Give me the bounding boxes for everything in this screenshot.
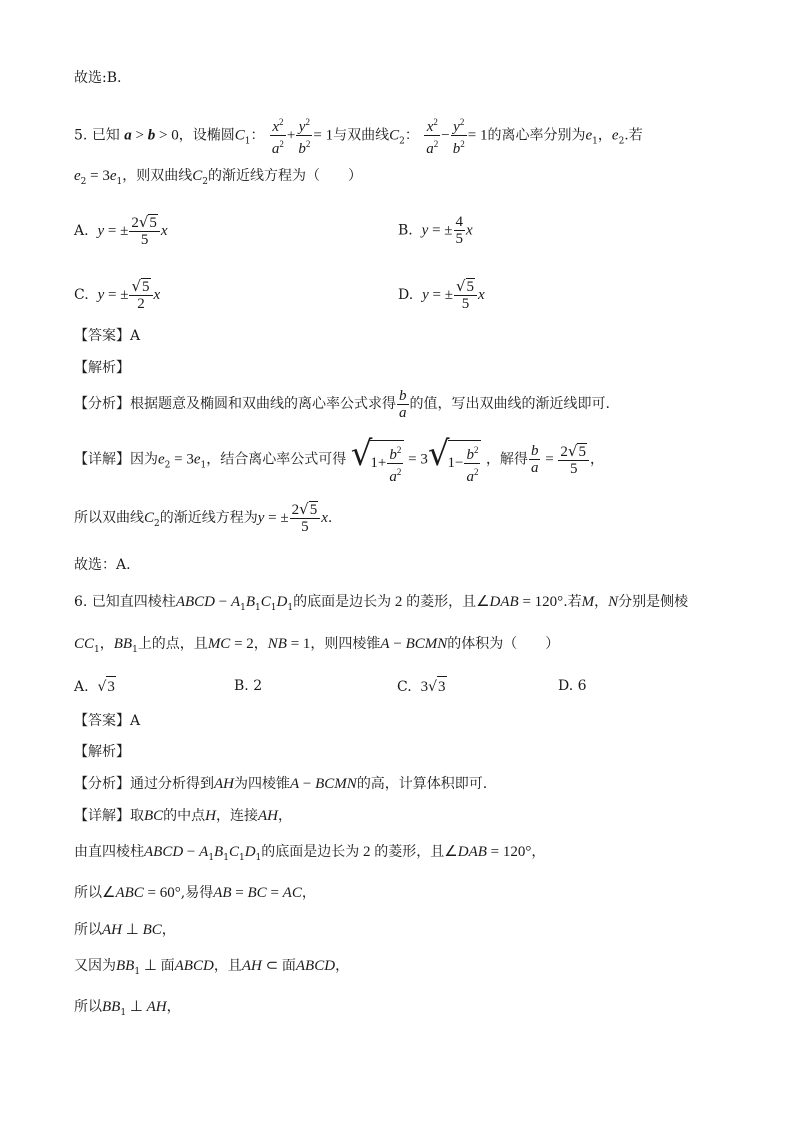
q6-stem-line2: $CC_1$，$BB_1$上的点，且MC = 2，NB = 1，则四棱锥A − BCMN的体积为（ ） xyxy=(74,636,560,655)
q6-detail-5: 又因为$BB_1$ ⊥ 面ABCD，且AH ⊂ 面ABCD， xyxy=(74,958,350,977)
q5-final: 故选：A. xyxy=(74,557,131,573)
q6-detail-1: 【详解】取BC的中点H，连接AH， xyxy=(74,808,293,824)
q6-stem-line1: 6. 已知直四棱柱ABCD − $A_1B_1C_1D_1$的底面是边长为 2 的菱形，且∠DAB = 120°.若M，N分别是侧棱 xyxy=(74,594,689,613)
q6-detail-4: 所以AH ⊥ BC， xyxy=(74,922,176,938)
frac-x2-a2: $\frac{x^2}{a^2}$ xyxy=(270,114,286,157)
q6-detail-3: 所以∠ABC = 60°,易得AB = BC = AC， xyxy=(74,885,316,901)
q6-detail-6: 所以$BB_1$ ⊥ AH， xyxy=(74,999,181,1018)
q6-detail-2: 由直四棱柱ABCD − $A_1B_1C_1D_1$的底面是边长为 2 的菱形，且∠DAB = 120°， xyxy=(74,844,546,863)
q5-analysis-heading: 【解析】 xyxy=(74,360,130,376)
q6-answer: 【答案】A xyxy=(74,713,141,729)
q6-fenxi: 【分析】通过分析得到AH为四棱锥A − BCMN的高，计算体积即可. xyxy=(74,776,488,792)
q6-analysis-heading: 【解析】 xyxy=(74,744,130,760)
q5-fenxi: 【分析】根据题意及椭圆和双曲线的离心率公式求得 $\frac{b}{a}$ 的值，写出双曲线的渐近线即可. xyxy=(74,387,610,421)
q6-option-a: A. √3 xyxy=(74,676,116,697)
q5-option-c: C. y = ± $\frac{√5}{2}$ x xyxy=(74,277,161,312)
q5-option-a: A. y = ± $\frac{2√5}{5}$ x xyxy=(74,213,168,248)
q5-option-b: B. y = ± $\frac{4}{5}$ x xyxy=(398,214,473,247)
q5-option-d: D. y = ± $\frac{√5}{5}$ x xyxy=(398,277,485,312)
q5-detail: 【详解】因为$e_2 = 3e_1$，结合离心率公式可得 √ 1+ $\frac{b^2}{a^2}$ = 3 √ 1− $\frac{b^2}{a^2}$ ，解得 $\frac{b}{a}$ = $\frac{2√5}{5}$ ， xyxy=(74,434,604,485)
q6-option-b: B. 2 xyxy=(234,678,263,694)
prev-answer: 故选:B. xyxy=(74,70,122,86)
q5-stem-line1: 5. 已知 a > b > 0，设椭圆$C_1$： $\frac{x^2}{a^2}$ + $\frac{y^2}{b^2}$ = 1与双曲线$C_2$： $\frac{x^2}{a^2}$ − $\frac{y^2}{b^2}$ = 1的离心率分别为$e_1$，$e_2$.若 xyxy=(74,114,754,157)
q5-answer: 【答案】A xyxy=(74,328,141,344)
frac-y2-b2: $\frac{y^2}{b^2}$ xyxy=(296,114,312,157)
q5-stem-line2: $e_2 = 3e_1$，则双曲线$C_2$的渐近线方程为（ ） xyxy=(74,168,363,187)
q5-conclusion: 所以双曲线$C_2$的渐近线方程为y = ± $\frac{2√5}{5}$ x. xyxy=(74,500,333,535)
q6-option-c: C. 3√3 xyxy=(397,676,447,697)
q6-option-d: D. 6 xyxy=(558,678,587,694)
